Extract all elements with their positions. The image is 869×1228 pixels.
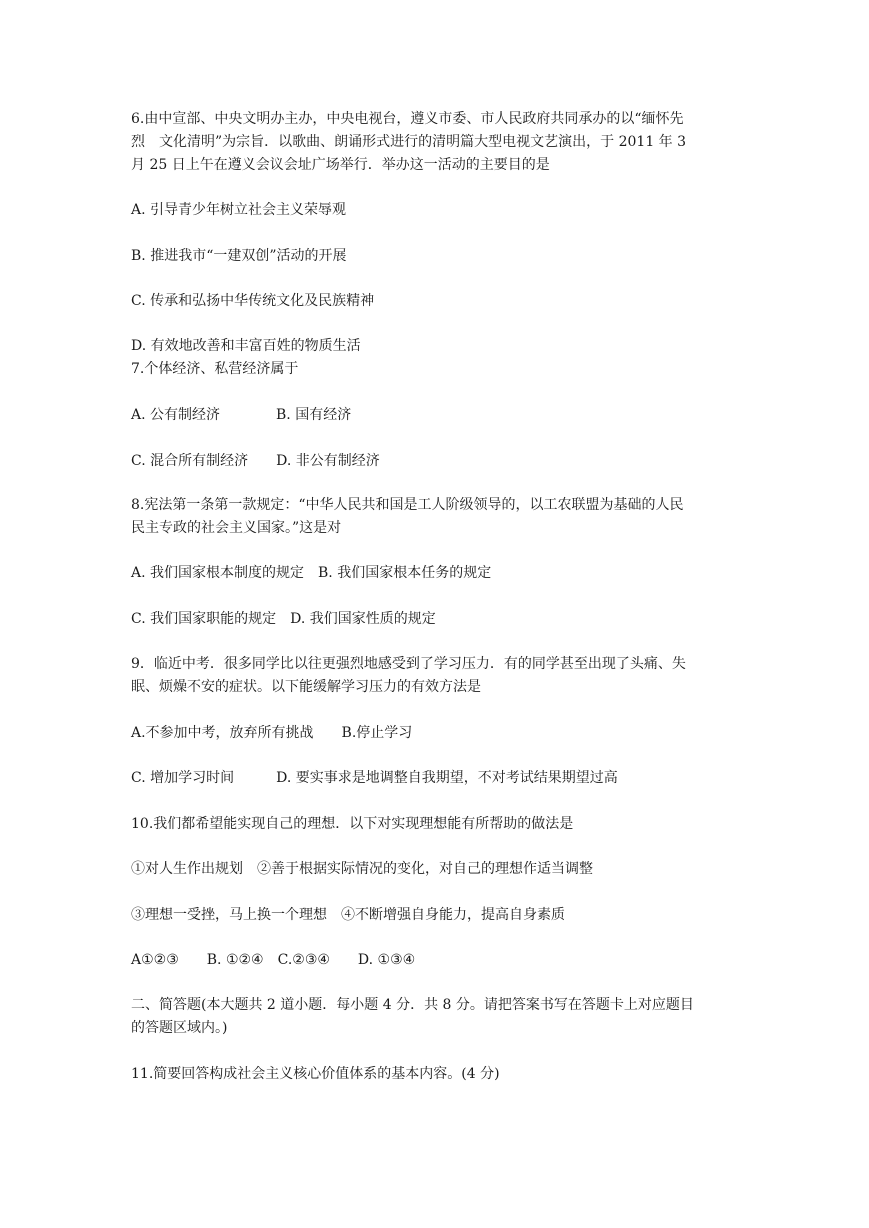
q6-option-a: A. 引导青少年树立社会主义荣辱观 [131, 202, 347, 218]
q6-option-b: B. 推进我市“一建双创”活动的开展 [131, 248, 347, 264]
section2-header-line-2: 的答题区域内。) [131, 1020, 228, 1036]
q7-stem: 7.个体经济、私营经济属于 [131, 361, 299, 377]
q7-options-ab: A. 公有制经济 B. 国有经济 [131, 407, 352, 423]
q10-item-1-2: ①对人生作出规划 ②善于根据实际情况的变化，对自己的理想作适当调整 [131, 861, 593, 877]
q8-stem-line-2: 民主专政的社会主义国家。”这是对 [131, 520, 342, 536]
section2-header-line-1: 二、简答题(本大题共 2 道小题．每小题 4 分．共 8 分。请把答案书写在答题卡上对应题目 [131, 997, 694, 1013]
q9-options-cd: C. 增加学习时间 D. 要实事求是地调整自我期望，不对考试结果期望过高 [131, 770, 618, 786]
q10-options: A①②③ B. ①②④ C.②③④ D. ①③④ [131, 952, 416, 968]
q11-stem: 11.简要回答构成社会主义核心价值体系的基本内容。(4 分) [131, 1066, 500, 1082]
q9-options-ab: A.不参加中考，放弃所有挑战 B.停止学习 [131, 725, 413, 741]
q6-stem-line-2: 烈 文化清明”为宗旨．以歌曲、朗诵形式进行的清明篇大型电视文艺演出，于 2011 年 3 [131, 134, 687, 150]
q6-stem-line-3: 月 25 日上午在遵义会议会址广场举行．举办这一活动的主要目的是 [131, 157, 550, 173]
q8-stem-line-1: 8.宪法第一条第一款规定：“中华人民共和国是工人阶级领导的，以工农联盟为基础的人民 [131, 497, 684, 513]
q8-options-ab: A. 我们国家根本制度的规定 B. 我们国家根本任务的规定 [131, 565, 492, 581]
q9-stem-line-1: 9．临近中考．很多同学比以往更强烈地感受到了学习压力．有的同学甚至出现了头痛、失 [131, 656, 686, 672]
q6-option-d: D. 有效地改善和丰富百姓的物质生活 [131, 338, 361, 354]
q10-item-3-4: ③理想一受挫，马上换一个理想 ④不断增强自身能力，提高自身素质 [131, 907, 565, 923]
q8-options-cd: C. 我们国家职能的规定 D. 我们国家性质的规定 [131, 611, 436, 627]
q6-stem-line-1: 6.由中宣部、中央文明办主办，中央电视台，遵义市委、市人民政府共同承办的以“缅怀先 [131, 111, 684, 127]
q6-option-c: C. 传承和弘扬中华传统文化及民族精神 [131, 293, 375, 309]
q10-stem: 10.我们都希望能实现自己的理想．以下对实现理想能有所帮助的做法是 [131, 816, 574, 832]
q9-stem-line-2: 眠、烦燥不安的症状。以下能缓解学习压力的有效方法是 [131, 679, 481, 695]
q7-options-cd: C. 混合所有制经济 D. 非公有制经济 [131, 453, 380, 469]
